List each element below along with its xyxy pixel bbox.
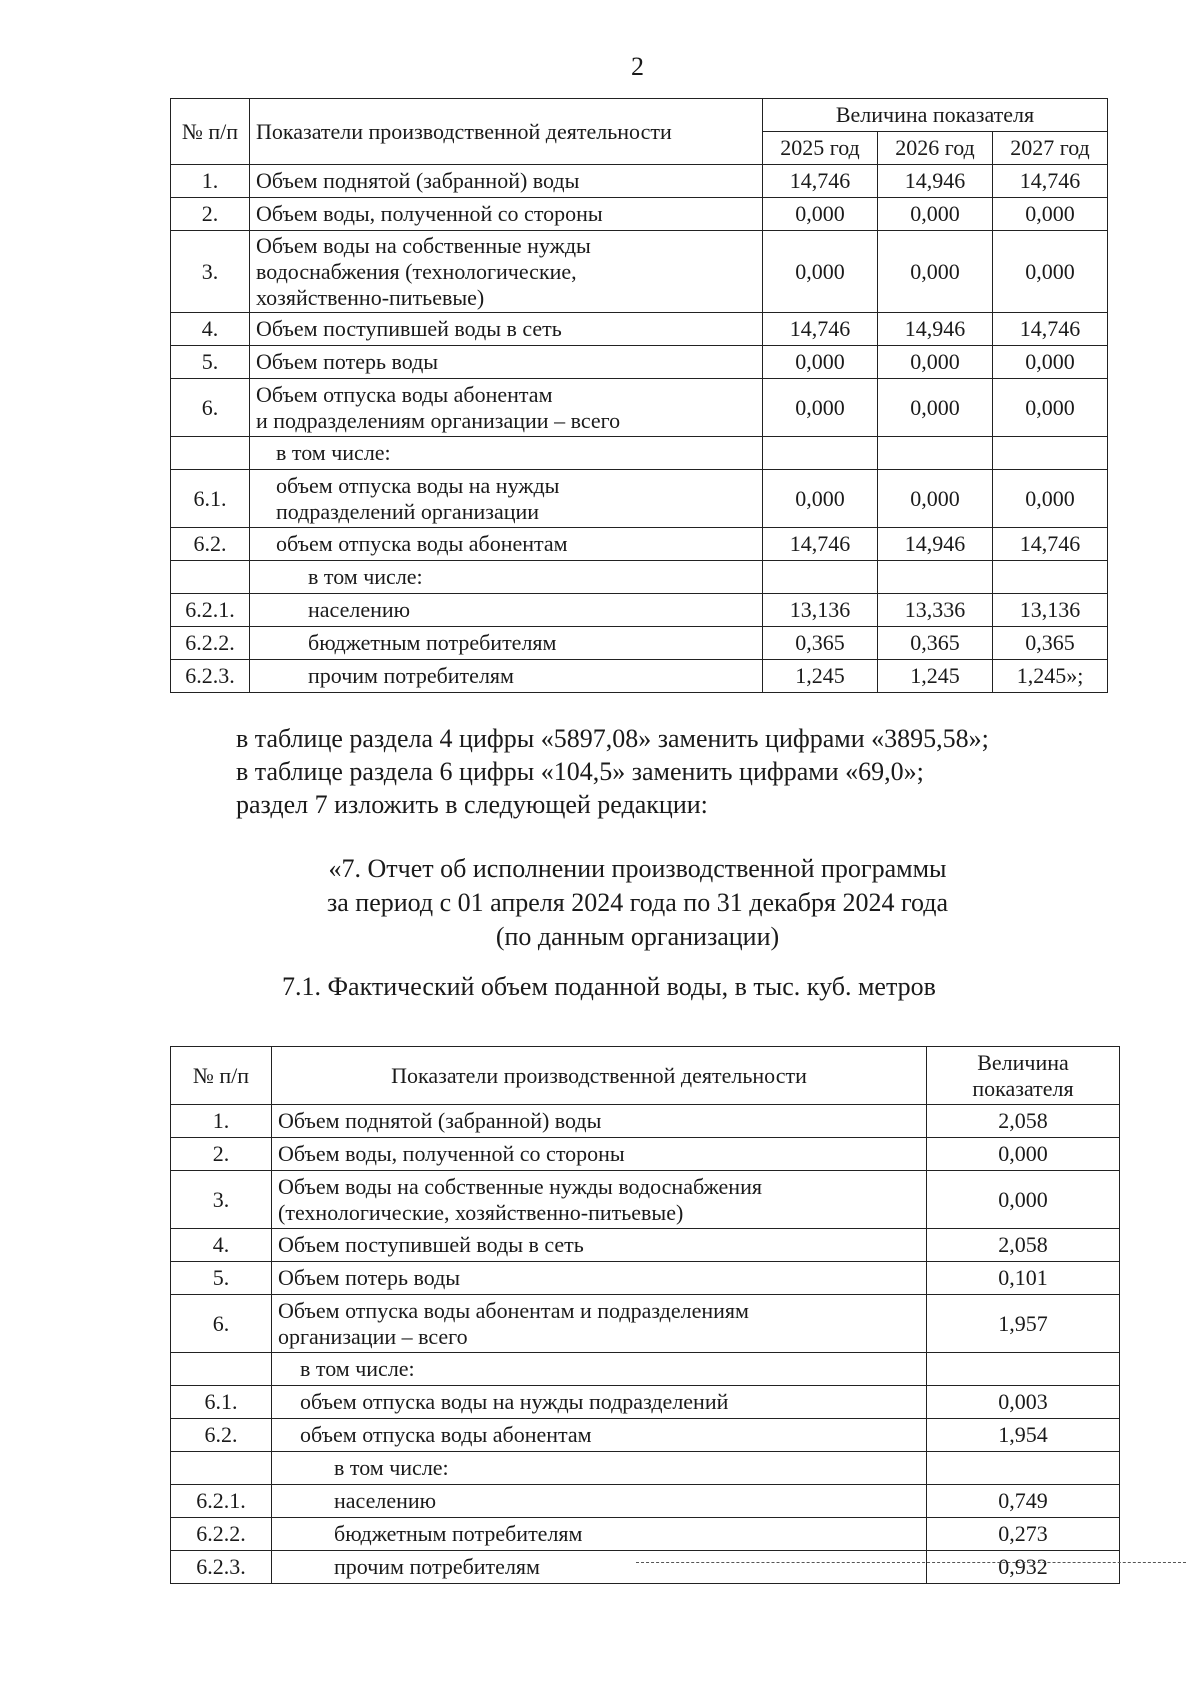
- row-value: 0,101: [927, 1262, 1120, 1295]
- table-row: [171, 379, 1108, 437]
- table-row: [171, 1138, 1120, 1171]
- row-value: [927, 1452, 1120, 1485]
- row-num: 2.: [171, 1138, 272, 1171]
- row-num: [171, 1452, 272, 1485]
- row-num: 6.2.2.: [171, 627, 250, 660]
- row-name-line: водоснабжения (технологические,: [256, 258, 577, 284]
- row-value: 2,058: [927, 1105, 1120, 1138]
- row-value: [993, 561, 1108, 594]
- row-value: [993, 437, 1108, 470]
- row-value: 14,946: [878, 165, 993, 198]
- row-value: 1,245»;: [993, 660, 1108, 693]
- row-value: [763, 561, 878, 594]
- row-num: 6.2.2.: [171, 1518, 272, 1551]
- row-num: 6.1.: [171, 1386, 272, 1419]
- row-value: 0,000: [993, 379, 1108, 437]
- instruction-line: в таблице раздела 4 цифры «5897,08» заменить цифрами «3895,58»;: [236, 724, 989, 753]
- row-value: 2,058: [927, 1229, 1120, 1262]
- row-value: 0,000: [763, 379, 878, 437]
- table-header-row: [171, 99, 1108, 132]
- row-num: 6.2.: [171, 528, 250, 561]
- table-row: [171, 627, 1108, 660]
- row-value: 13,136: [993, 594, 1108, 627]
- actual-volume-table: [170, 1046, 1120, 1584]
- table-row: [171, 1353, 1120, 1386]
- row-value: 14,746: [993, 528, 1108, 561]
- page-number: 2: [631, 52, 644, 81]
- row-value: 0,003: [927, 1386, 1120, 1419]
- header-num: № п/п: [171, 99, 250, 165]
- row-name-line: организации – всего: [278, 1323, 468, 1349]
- row-name: объем отпуска воды абонентам: [272, 1419, 927, 1452]
- row-name: Объем воды, полученной со стороны: [250, 198, 763, 231]
- table-row: [171, 1171, 1120, 1229]
- row-num: 1.: [171, 1105, 272, 1138]
- row-value: 14,746: [763, 165, 878, 198]
- row-name-line: и подразделениям организации – всего: [256, 407, 621, 433]
- row-name-line: Объем воды на собственные нужды водоснабжения: [278, 1173, 762, 1199]
- table-row: [171, 231, 1108, 313]
- section-title-line: за период с 01 апреля 2024 года по 31 декабря 2024 года: [326, 888, 948, 917]
- section-title: [0, 852, 1200, 954]
- row-name: Объем потерь воды: [272, 1262, 927, 1295]
- instruction-line: в таблице раздела 6 цифры «104,5» заменить цифрами «69,0»;: [236, 757, 924, 786]
- table-row: [171, 346, 1108, 379]
- row-name: населению: [272, 1485, 927, 1518]
- table-header-row: [171, 1047, 1120, 1105]
- table-row: [171, 1452, 1120, 1485]
- row-name-line: объем отпуска воды на нужды: [276, 472, 560, 498]
- row-value: [763, 437, 878, 470]
- table-row: [171, 561, 1108, 594]
- header-num: № п/п: [171, 1047, 272, 1105]
- row-value: [878, 561, 993, 594]
- row-name: Объем воды, полученной со стороны: [272, 1138, 927, 1171]
- row-value: 0,000: [763, 346, 878, 379]
- row-value: 0,365: [993, 627, 1108, 660]
- row-value: 0,000: [927, 1171, 1120, 1229]
- row-value: 0,365: [763, 627, 878, 660]
- row-value: 0,000: [993, 470, 1108, 528]
- row-name: Объем поднятой (забранной) воды: [250, 165, 763, 198]
- row-value: 1,954: [927, 1419, 1120, 1452]
- row-num: 4.: [171, 313, 250, 346]
- row-num: [171, 561, 250, 594]
- row-name: объем отпуска воды на нужды подразделений: [272, 1386, 927, 1419]
- row-name: Объем потерь воды: [250, 346, 763, 379]
- table-row: [171, 198, 1108, 231]
- table-row: [171, 437, 1108, 470]
- row-num: 2.: [171, 198, 250, 231]
- row-value: 0,000: [878, 231, 993, 313]
- row-value: 0,000: [927, 1138, 1120, 1171]
- subsection-title: 7.1. Фактический объем поданной воды, в тыс. куб. метров: [282, 972, 936, 1001]
- row-value: 0,000: [878, 346, 993, 379]
- table-row: [171, 660, 1108, 693]
- row-num: 3.: [171, 1171, 272, 1229]
- row-name: объем отпуска воды абонентам: [250, 528, 763, 561]
- row-num: 3.: [171, 231, 250, 313]
- row-value: 14,946: [878, 528, 993, 561]
- row-value: 1,245: [878, 660, 993, 693]
- section-title-line: «7. Отчет об исполнении производственной программы: [328, 854, 947, 883]
- row-num: 6.: [171, 1295, 272, 1353]
- production-indicators-table: [170, 98, 1108, 693]
- row-value: 0,365: [878, 627, 993, 660]
- row-name: в том числе:: [272, 1353, 927, 1386]
- row-num: 6.2.: [171, 1419, 272, 1452]
- row-value: 0,000: [878, 198, 993, 231]
- row-name: Объем поступившей воды в сеть: [272, 1229, 927, 1262]
- row-value: 14,746: [993, 165, 1108, 198]
- row-name: прочим потребителям: [272, 1551, 927, 1584]
- row-name: [250, 379, 763, 437]
- row-value: [927, 1353, 1120, 1386]
- row-name-line: подразделений организации: [276, 498, 540, 524]
- row-num: 1.: [171, 165, 250, 198]
- row-num: 4.: [171, 1229, 272, 1262]
- row-name: Объем поднятой (забранной) воды: [272, 1105, 927, 1138]
- row-value: 0,000: [878, 470, 993, 528]
- row-value: 0,000: [763, 470, 878, 528]
- row-value: 14,746: [763, 528, 878, 561]
- row-value: 0,000: [993, 198, 1108, 231]
- row-num: 6.2.1.: [171, 594, 250, 627]
- row-name-line: Объем отпуска воды абонентам: [256, 381, 553, 407]
- row-value: 0,000: [878, 379, 993, 437]
- row-num: 6.2.3.: [171, 660, 250, 693]
- row-name-line: (технологические, хозяйственно-питьевые): [278, 1199, 684, 1225]
- table-row: [171, 470, 1108, 528]
- table-row: [171, 1262, 1120, 1295]
- row-num: 6.: [171, 379, 250, 437]
- row-name: [272, 1295, 927, 1353]
- table-row: [171, 594, 1108, 627]
- row-name-line: хозяйственно-питьевые): [256, 284, 485, 310]
- table-row: [171, 165, 1108, 198]
- header-year: 2026 год: [878, 132, 993, 165]
- table-row: [171, 1419, 1120, 1452]
- header-name: Показатели производственной деятельности: [250, 99, 763, 165]
- table-row: [171, 1485, 1120, 1518]
- table-row: [171, 1229, 1120, 1262]
- row-name: [272, 1171, 927, 1229]
- row-num: [171, 1353, 272, 1386]
- row-value: 13,136: [763, 594, 878, 627]
- row-name: бюджетным потребителям: [272, 1518, 927, 1551]
- row-num: 6.1.: [171, 470, 250, 528]
- header-value-group: Величина показателя: [763, 99, 1108, 132]
- table-row: [171, 1295, 1120, 1353]
- row-value: 14,946: [878, 313, 993, 346]
- row-value: 0,000: [763, 198, 878, 231]
- row-name: в том числе:: [272, 1452, 927, 1485]
- row-num: [171, 437, 250, 470]
- header-value: [927, 1047, 1120, 1105]
- header-year: 2027 год: [993, 132, 1108, 165]
- row-name: в том числе:: [250, 437, 763, 470]
- table-row: [171, 1105, 1120, 1138]
- header-value-line: показателя: [972, 1075, 1074, 1101]
- row-num: 5.: [171, 346, 250, 379]
- row-value: 0,000: [763, 231, 878, 313]
- row-value: 0,749: [927, 1485, 1120, 1518]
- row-name: Объем поступившей воды в сеть: [250, 313, 763, 346]
- row-value: 0,273: [927, 1518, 1120, 1551]
- row-value: 0,932: [927, 1551, 1120, 1584]
- row-num: 6.2.1.: [171, 1485, 272, 1518]
- table-row: [171, 1518, 1120, 1551]
- row-name: [250, 470, 763, 528]
- amendment-instructions: [236, 722, 989, 821]
- row-name: прочим потребителям: [250, 660, 763, 693]
- row-num: 5.: [171, 1262, 272, 1295]
- row-name: в том числе:: [250, 561, 763, 594]
- row-num: 6.2.3.: [171, 1551, 272, 1584]
- row-value: 0,000: [993, 346, 1108, 379]
- section-title-line: (по данным организации): [495, 922, 780, 951]
- header-name: Показатели производственной деятельности: [272, 1047, 927, 1105]
- row-name: населению: [250, 594, 763, 627]
- table-row: [171, 313, 1108, 346]
- row-value: 1,245: [763, 660, 878, 693]
- row-value: [878, 437, 993, 470]
- row-value: 1,957: [927, 1295, 1120, 1353]
- row-value: 0,000: [993, 231, 1108, 313]
- instruction-line: раздел 7 изложить в следующей редакции:: [236, 790, 708, 819]
- table-row: [171, 1551, 1120, 1584]
- bottom-divider: [636, 1562, 1186, 1563]
- table-row: [171, 528, 1108, 561]
- row-value: 14,746: [993, 313, 1108, 346]
- header-year: 2025 год: [763, 132, 878, 165]
- row-value: 13,336: [878, 594, 993, 627]
- row-name-line: Объем отпуска воды абонентам и подразделениям: [278, 1297, 749, 1323]
- row-name: бюджетным потребителям: [250, 627, 763, 660]
- table-row: [171, 1386, 1120, 1419]
- row-name: [250, 231, 763, 313]
- row-value: 14,746: [763, 313, 878, 346]
- header-value-line: Величина: [977, 1049, 1069, 1075]
- row-name-line: Объем воды на собственные нужды: [256, 232, 591, 258]
